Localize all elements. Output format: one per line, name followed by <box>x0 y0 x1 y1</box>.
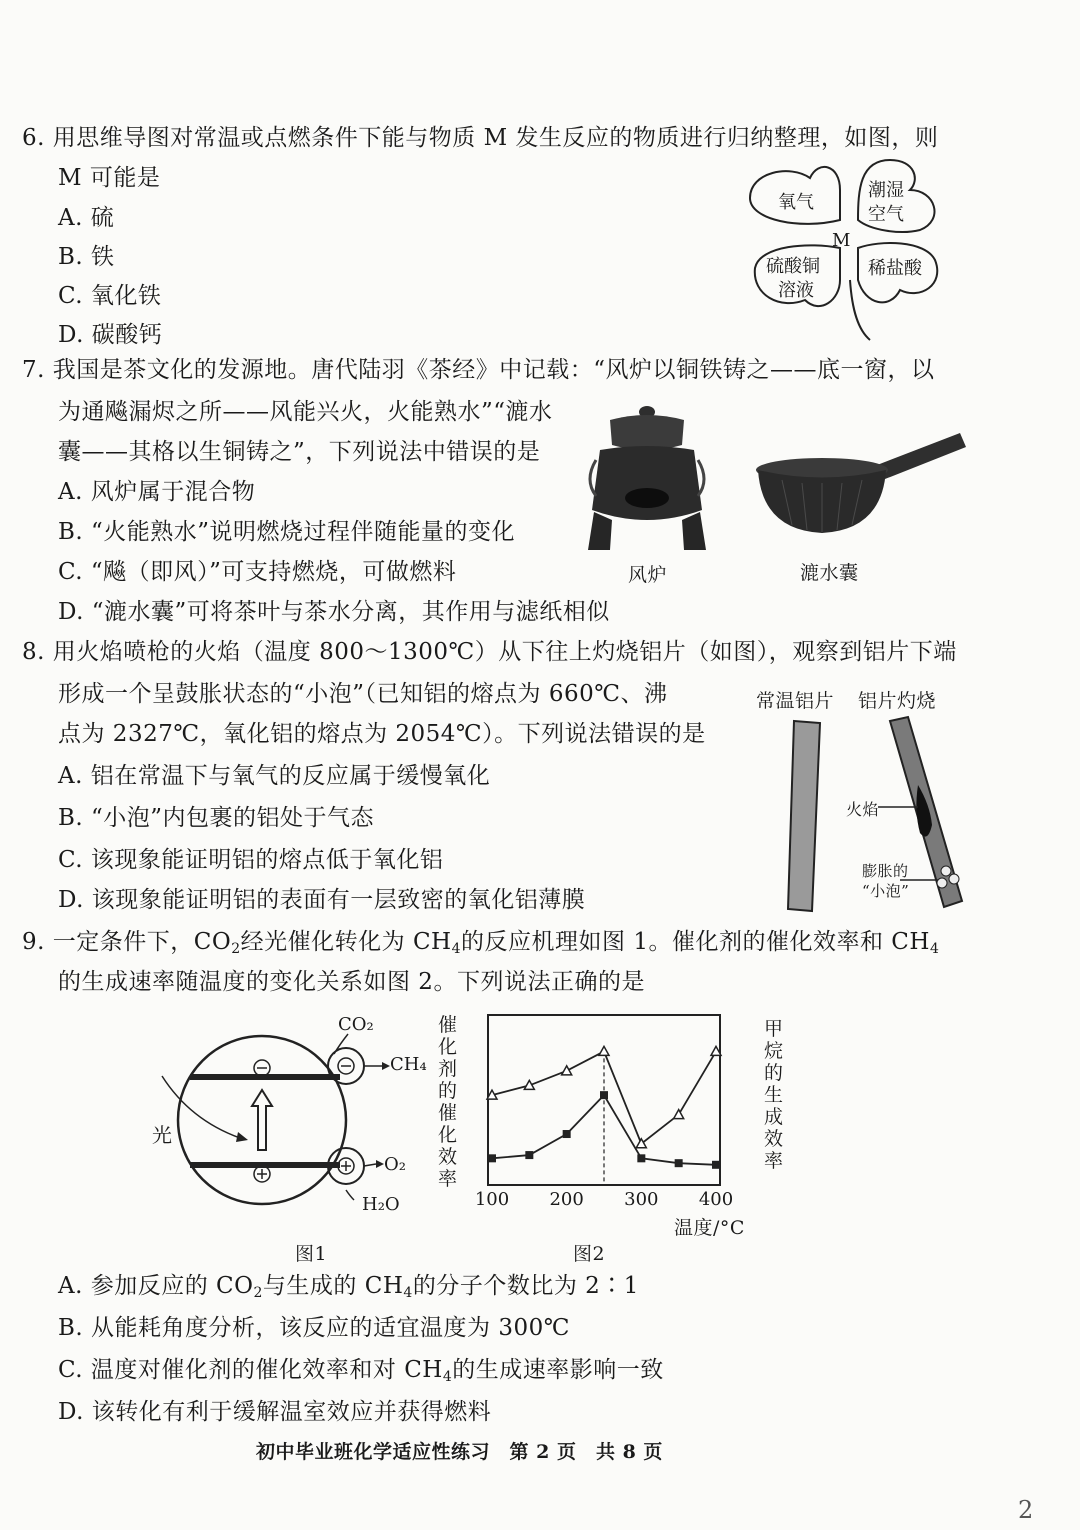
page-footer: 初中毕业班化学适应性练习 第 2 页 共 8 页 <box>256 1441 663 1463</box>
q7-stove-image <box>582 400 712 560</box>
q9-fig1-mechanism <box>150 1010 440 1220</box>
q6-leaf-air: 空气 <box>868 204 904 225</box>
q8-option-d: D. 该现象能证明铝的表面有一层致密的氧化铝薄膜 <box>58 887 586 913</box>
q7-option-a: A. 风炉属于混合物 <box>58 479 256 505</box>
chart-point-square <box>637 1154 645 1162</box>
q8-option-a: A. 铝在常温下与氧气的反应属于缓慢氧化 <box>58 763 491 789</box>
q9-sub-co2: 2 <box>231 941 241 957</box>
q6-option-a: A. 硫 <box>58 205 115 231</box>
q7-caption-strainer: 漉水囊 <box>800 562 859 584</box>
q9-opt-a-sub4: 4 <box>403 1285 413 1301</box>
q9-opt-c-part2: 的生成速率影响一致 <box>452 1357 664 1383</box>
q9-stem-line2: 的生成速率随温度的变化关系如图 2。下列说法正确的是 <box>58 969 645 995</box>
q9-fig1-ch4: CH₄ <box>390 1054 427 1075</box>
q7-option-d: D. “漉水囊”可将茶叶与茶水分离，其作用与滤纸相似 <box>58 599 610 625</box>
q9-fig2-ylabel-left: 催化剂的催化效率 <box>438 1014 458 1190</box>
q9-stem-line1 <box>22 928 939 963</box>
q9-opt-a-part3: 的分子个数比为 2∶1 <box>412 1273 639 1299</box>
q9-option-c <box>58 1356 664 1391</box>
chart-x-tick-label: 300 <box>624 1189 659 1210</box>
q8-label-bubble-a: 膨胀的 <box>862 862 909 880</box>
chart-point-triangle <box>562 1066 572 1075</box>
q7-stem-line2: 为通飚漏烬之所——风能兴火，火能熟水”“漉水 <box>58 399 553 425</box>
q9-fig2-ylabel-right: 甲烷的生成效率 <box>764 1018 784 1172</box>
chart-x-tick-label: 200 <box>549 1189 584 1210</box>
q7-stem-line1: 7. 我国是茶文化的发源地。唐代陆羽《茶经》中记载：“风炉以铜铁铸之——底一窗，以 <box>22 357 935 383</box>
q9-opt-a-sub2: 2 <box>253 1285 263 1301</box>
q9-fig1-co2: CO₂ <box>338 1014 374 1035</box>
q6-option-b: B. 铁 <box>58 244 115 270</box>
q9-sub-ch4-b: 4 <box>929 941 940 957</box>
q9-fig2-chart <box>436 1005 776 1235</box>
chart-point-square <box>675 1159 683 1167</box>
q8-label-normal: 常温铝片 <box>756 690 835 712</box>
q9-option-d: D. 该转化有利于缓解温室效应并获得燃料 <box>58 1399 492 1425</box>
q9-opt-a-part2: 与生成的 CH <box>262 1273 404 1299</box>
q6-leaf-hcl: 稀盐酸 <box>868 258 922 279</box>
q8-option-b: B. “小泡”内包裹的铝处于气态 <box>58 805 375 831</box>
chart-point-square <box>488 1154 496 1162</box>
q8-label-bubble-b: “小泡” <box>862 882 910 900</box>
q9-fig1-caption: 图1 <box>295 1243 328 1265</box>
page-corner-number: 2 <box>1018 1496 1034 1524</box>
q8-option-c: C. 该现象能证明铝的熔点低于氧化铝 <box>58 847 444 873</box>
q6-stem-line1: 6. 用思维导图对常温或点燃条件下能与物质 M 发生反应的物质进行归纳整理，如图，则 <box>22 125 939 151</box>
q6-stem-line2: M 可能是 <box>58 165 161 191</box>
chart-point-square <box>525 1151 533 1159</box>
chart-x-tick-label: 100 <box>474 1189 510 1210</box>
q9-fig1-light: 光 <box>152 1123 172 1147</box>
q9-stem-part2: 经光催化转化为 CH <box>240 929 452 955</box>
q8-stem-line2: 形成一个呈鼓胀状态的“小泡”（已知铝的熔点为 660℃、沸 <box>58 681 668 707</box>
chart-x-tick-label: 400 <box>698 1189 734 1210</box>
q9-fig1-o2: O₂ <box>384 1154 406 1175</box>
q7-stem-line3: 囊——其格以生铜铸之”，下列说法中错误的是 <box>58 439 541 465</box>
q9-opt-a-part1: A. 参加反应的 CO <box>58 1273 254 1299</box>
q6-clover-diagram <box>740 150 960 340</box>
q7-caption-stove: 风炉 <box>628 564 668 586</box>
chart-point-square <box>600 1091 608 1099</box>
chart-point-square <box>563 1130 571 1138</box>
q8-label-burning: 铝片灼烧 <box>858 690 937 712</box>
q9-fig1-h2o: H₂O <box>362 1194 400 1215</box>
q8-stem-line3: 点为 2327℃，氧化铝的熔点为 2054℃）。下列说法错误的是 <box>58 721 706 747</box>
chart-point-square <box>712 1161 720 1169</box>
q7-option-b: B. “火能熟水”说明燃烧过程伴随能量的变化 <box>58 519 516 545</box>
q9-option-b: B. 从能耗角度分析，该反应的适宜温度为 300℃ <box>58 1315 570 1341</box>
q9-option-a <box>58 1272 639 1307</box>
chart-point-triangle <box>599 1046 609 1055</box>
q6-leaf-solution: 溶液 <box>778 280 814 301</box>
q8-stem-line1: 8. 用火焰喷枪的火焰（温度 800～1300℃）从下往上灼烧铝片（如图），观察到铝片下端 <box>22 639 957 665</box>
q7-strainer-image <box>752 425 972 535</box>
q6-center-m: M <box>832 230 851 251</box>
q6-leaf-oxygen: 氧气 <box>778 192 814 213</box>
q9-opt-c-sub4: 4 <box>442 1369 453 1385</box>
q7-option-c: C. “飚（即风）”可支持燃烧，可做燃料 <box>58 559 457 585</box>
q9-opt-c-part1: C. 温度对催化剂的催化效率和对 CH <box>58 1357 443 1383</box>
q6-option-d: D. 碳酸钙 <box>58 322 163 348</box>
q6-leaf-humid: 潮湿 <box>868 180 904 201</box>
q9-stem-part3: 的反应机理如图 1。催化剂的催化效率和 CH <box>461 929 930 955</box>
q9-stem-part1: 9. 一定条件下，CO <box>22 929 232 955</box>
chart-point-triangle <box>674 1110 684 1119</box>
q9-sub-ch4: 4 <box>451 941 462 957</box>
q6-option-c: C. 氧化铁 <box>58 283 162 309</box>
q8-label-flame: 火焰 <box>846 800 880 819</box>
q6-leaf-cuso4: 硫酸铜 <box>766 256 820 277</box>
q9-fig2-xlabel: 温度/°C <box>674 1217 745 1239</box>
q9-fig2-caption: 图2 <box>573 1243 606 1265</box>
